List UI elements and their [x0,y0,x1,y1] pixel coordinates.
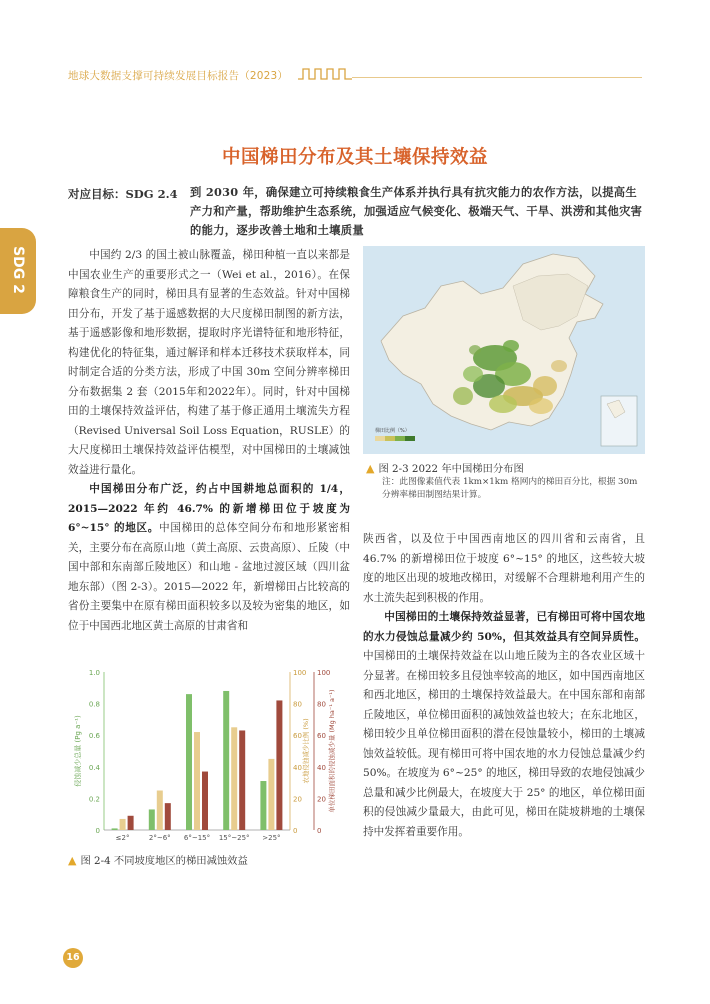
paragraph-distribution-lead: 中国梯田分布广泛，约占中国耕地总面积的 1/4，2015—2022 年约 46.7% 的新增梯田位于坡度为 6°~15° 的地区。 [68,483,350,534]
chart-bar-left [186,694,192,830]
paragraph-intro: 中国约 2/3 的国土被山脉覆盖，梯田种植一直以来都是中国农业生产的重要形式之一（Wei et al.，2016）。在保障粮食生产的同时，梯田具有显著的生态效益。针对中国梯田分布，开发了基于遥感数据的大尺度梯田制图的新方法，基于遥感影像和地形数据，提取时序光谱特征和地形特征，构建优化的特征集，通过解译和样本迁移技术获取样本，同时制定合适的分类方法，形成了中国 30m 空间分辨率梯田分布数据集 2 套（2015年和2022年）。同时，针对中国梯田的土壤保持效益评估，构建了基于修正通用土壤流失方程（Revised Universal Soil Loss Equation，RUSLE）的大尺度梯田土壤保持效益评估模型，对中国梯田的土壤减蚀效益进行量化。 [68,249,350,476]
running-header: 地球大数据支撑可持续发展目标报告（2023） [68,70,289,82]
paragraph-benefit-lead: 中国梯田的土壤保持效益显著，已有梯田可将中国农地的水力侵蚀总量减少约 50%，但其效益具有空间异质性。 [363,611,645,643]
sdg-side-tab [0,228,36,314]
chart-left-tick: 0.6 [88,732,100,741]
page-number: 16 [63,948,83,968]
paragraph-benefit [363,608,645,842]
chart-right2-tick: 20 [317,795,326,804]
paragraph-distribution-body: 中国梯田的总体空间分布和地形紧密相关，主要分布在高原山地（黄土高原、云贵高原）、丘陵（中国中部和东南部丘陵地区）和山地 - 盆地过渡区域（四川盆地东部）（图 2-3）。2015—2022 年，新增梯田占比较高的省份主要集中在原有梯田面积较多以及较为密集的地区，如位于中国西北地区黄土高原的甘肃省和 [68,522,350,632]
chart-left-tick: 0.4 [88,763,100,772]
left-column [68,246,350,636]
chart-right1-tick: 40 [293,763,302,772]
chart-right2-axis-label: 单位梯田面积的侵蚀减少量 (Mg ha⁻¹ a⁻¹) [328,689,336,813]
chart-right1-tick: 20 [293,795,302,804]
chart-caption [68,852,248,867]
paragraph-distribution [68,480,350,636]
caption-arrow-icon: ▲ [366,462,375,475]
caption-arrow-icon-2: ▲ [68,854,77,867]
paragraph-benefit-body: 中国梯田的土壤保持效益在以山地丘陵为主的各农业区域十分显著。在梯田较多且侵蚀率较高的地区，如中国西南地区和西北地区，梯田的土壤保持效益最大。在中国东部和南部丘陵地区，单位梯田面积的减蚀效益也较大；在东北地区，梯田较少且单位梯田面积的潜在侵蚀量较小，梯田的土壤减蚀效益较低。现有梯田可将中国农地的水力侵蚀总量减少约 50%。在坡度为 6°~25° 的地区，梯田导致的农地侵蚀减少总量和减少比例最大，在坡度大于 25° 的地区，单位梯田面积的侵蚀减少量最大，由此可见，梯田在陡坡耕地的土壤保持中发挥着重要作用。 [363,650,645,838]
chart-x-tick: 2°~6° [148,834,171,842]
chart-bar-left [260,781,266,830]
right-column [363,530,645,842]
terrace-map-graphic [363,246,645,454]
page-title: 中国梯田分布及其土壤保持效益 [221,147,488,168]
chart-right2-tick: 40 [317,763,326,772]
map-caption [366,460,524,475]
chart-right1-tick: 100 [293,669,307,677]
sdg-side-tab-label: SDG 2 [10,246,26,294]
target-text: 到 2030 年，确保建立可持续粮食生产体系并执行具有抗灾能力的农作方法，以提高生产力和产量，帮助维护生态系统，加强适应气候变化、极端天气、干旱、洪涝和其他灾害的能力，逐步改善土地和土壤质量 [190,185,643,237]
map-note: 注：此图像素值代表 1km×1km 格网内的梯田百分比，根据 30m 分辨率梯田制图结果计算。 [382,477,638,500]
target-label: 对应目标：SDG 2.4 [68,187,178,201]
paragraph-distribution-cont: 陕西省，以及位于中国西南地区的四川省和云南省，且 46.7% 的新增梯田位于坡度 6°~15° 的地区，这些较大坡度的地区出现的坡地改梯田，对缓解不合理耕地利用产生的水土流失起到积极的作用。 [363,533,645,604]
chart-left-tick: 0 [95,827,100,835]
chart-x-tick: 6°~15° [183,834,211,842]
chart-bar-right1 [120,819,126,830]
chart-right2-tick: 100 [317,669,331,677]
chart-right1-tick: 80 [293,700,302,709]
header-ornament-icon [297,67,353,81]
chart-bar-right2 [202,772,208,830]
terrace-map [363,246,645,454]
chart-left-tick: 0.8 [88,700,100,709]
map-legend-title: 梯田比例（%） [375,428,410,434]
chart-left-tick: 0.2 [88,795,100,804]
chart-bar-right2 [128,816,134,830]
chart-right1-axis-label: 农地侵蚀减少比例 (%) [302,718,310,784]
chart-bar-left [112,828,118,830]
chart-bar-right1 [268,759,274,830]
chart-right1-tick: 0 [293,827,298,835]
chart-bar-right2 [239,730,245,830]
map-caption-text: 图 2-3 2022 年中国梯田分布图 [378,463,524,475]
chart-x-tick: ≤2° [115,834,130,842]
chart-caption-text: 图 2-4 不同坡度地区的梯田减蚀效益 [80,855,248,867]
chart-x-tick: >25° [262,834,281,842]
chart-bar-left [149,809,155,830]
header-rule [352,77,642,78]
chart-bar-right1 [231,727,237,830]
chart-bar-right2 [276,700,282,830]
chart-bar-left [223,691,229,830]
chart-left-axis-label: 侵蚀减少总量 (Pg a⁻¹) [74,715,82,787]
chart-bar-right1 [194,732,200,830]
chart-bar-right2 [165,803,171,830]
chart-right2-tick: 0 [317,827,322,835]
chart-left-tick: 1.0 [88,669,100,677]
chart-right2-tick: 60 [317,732,326,741]
chart-right2-tick: 80 [317,700,326,709]
chart-bar-right1 [157,791,163,831]
chart-right1-tick: 60 [293,732,302,741]
erosion-chart-svg [68,662,348,842]
chart-x-tick: 15°~25° [218,834,250,842]
erosion-chart [68,662,348,842]
